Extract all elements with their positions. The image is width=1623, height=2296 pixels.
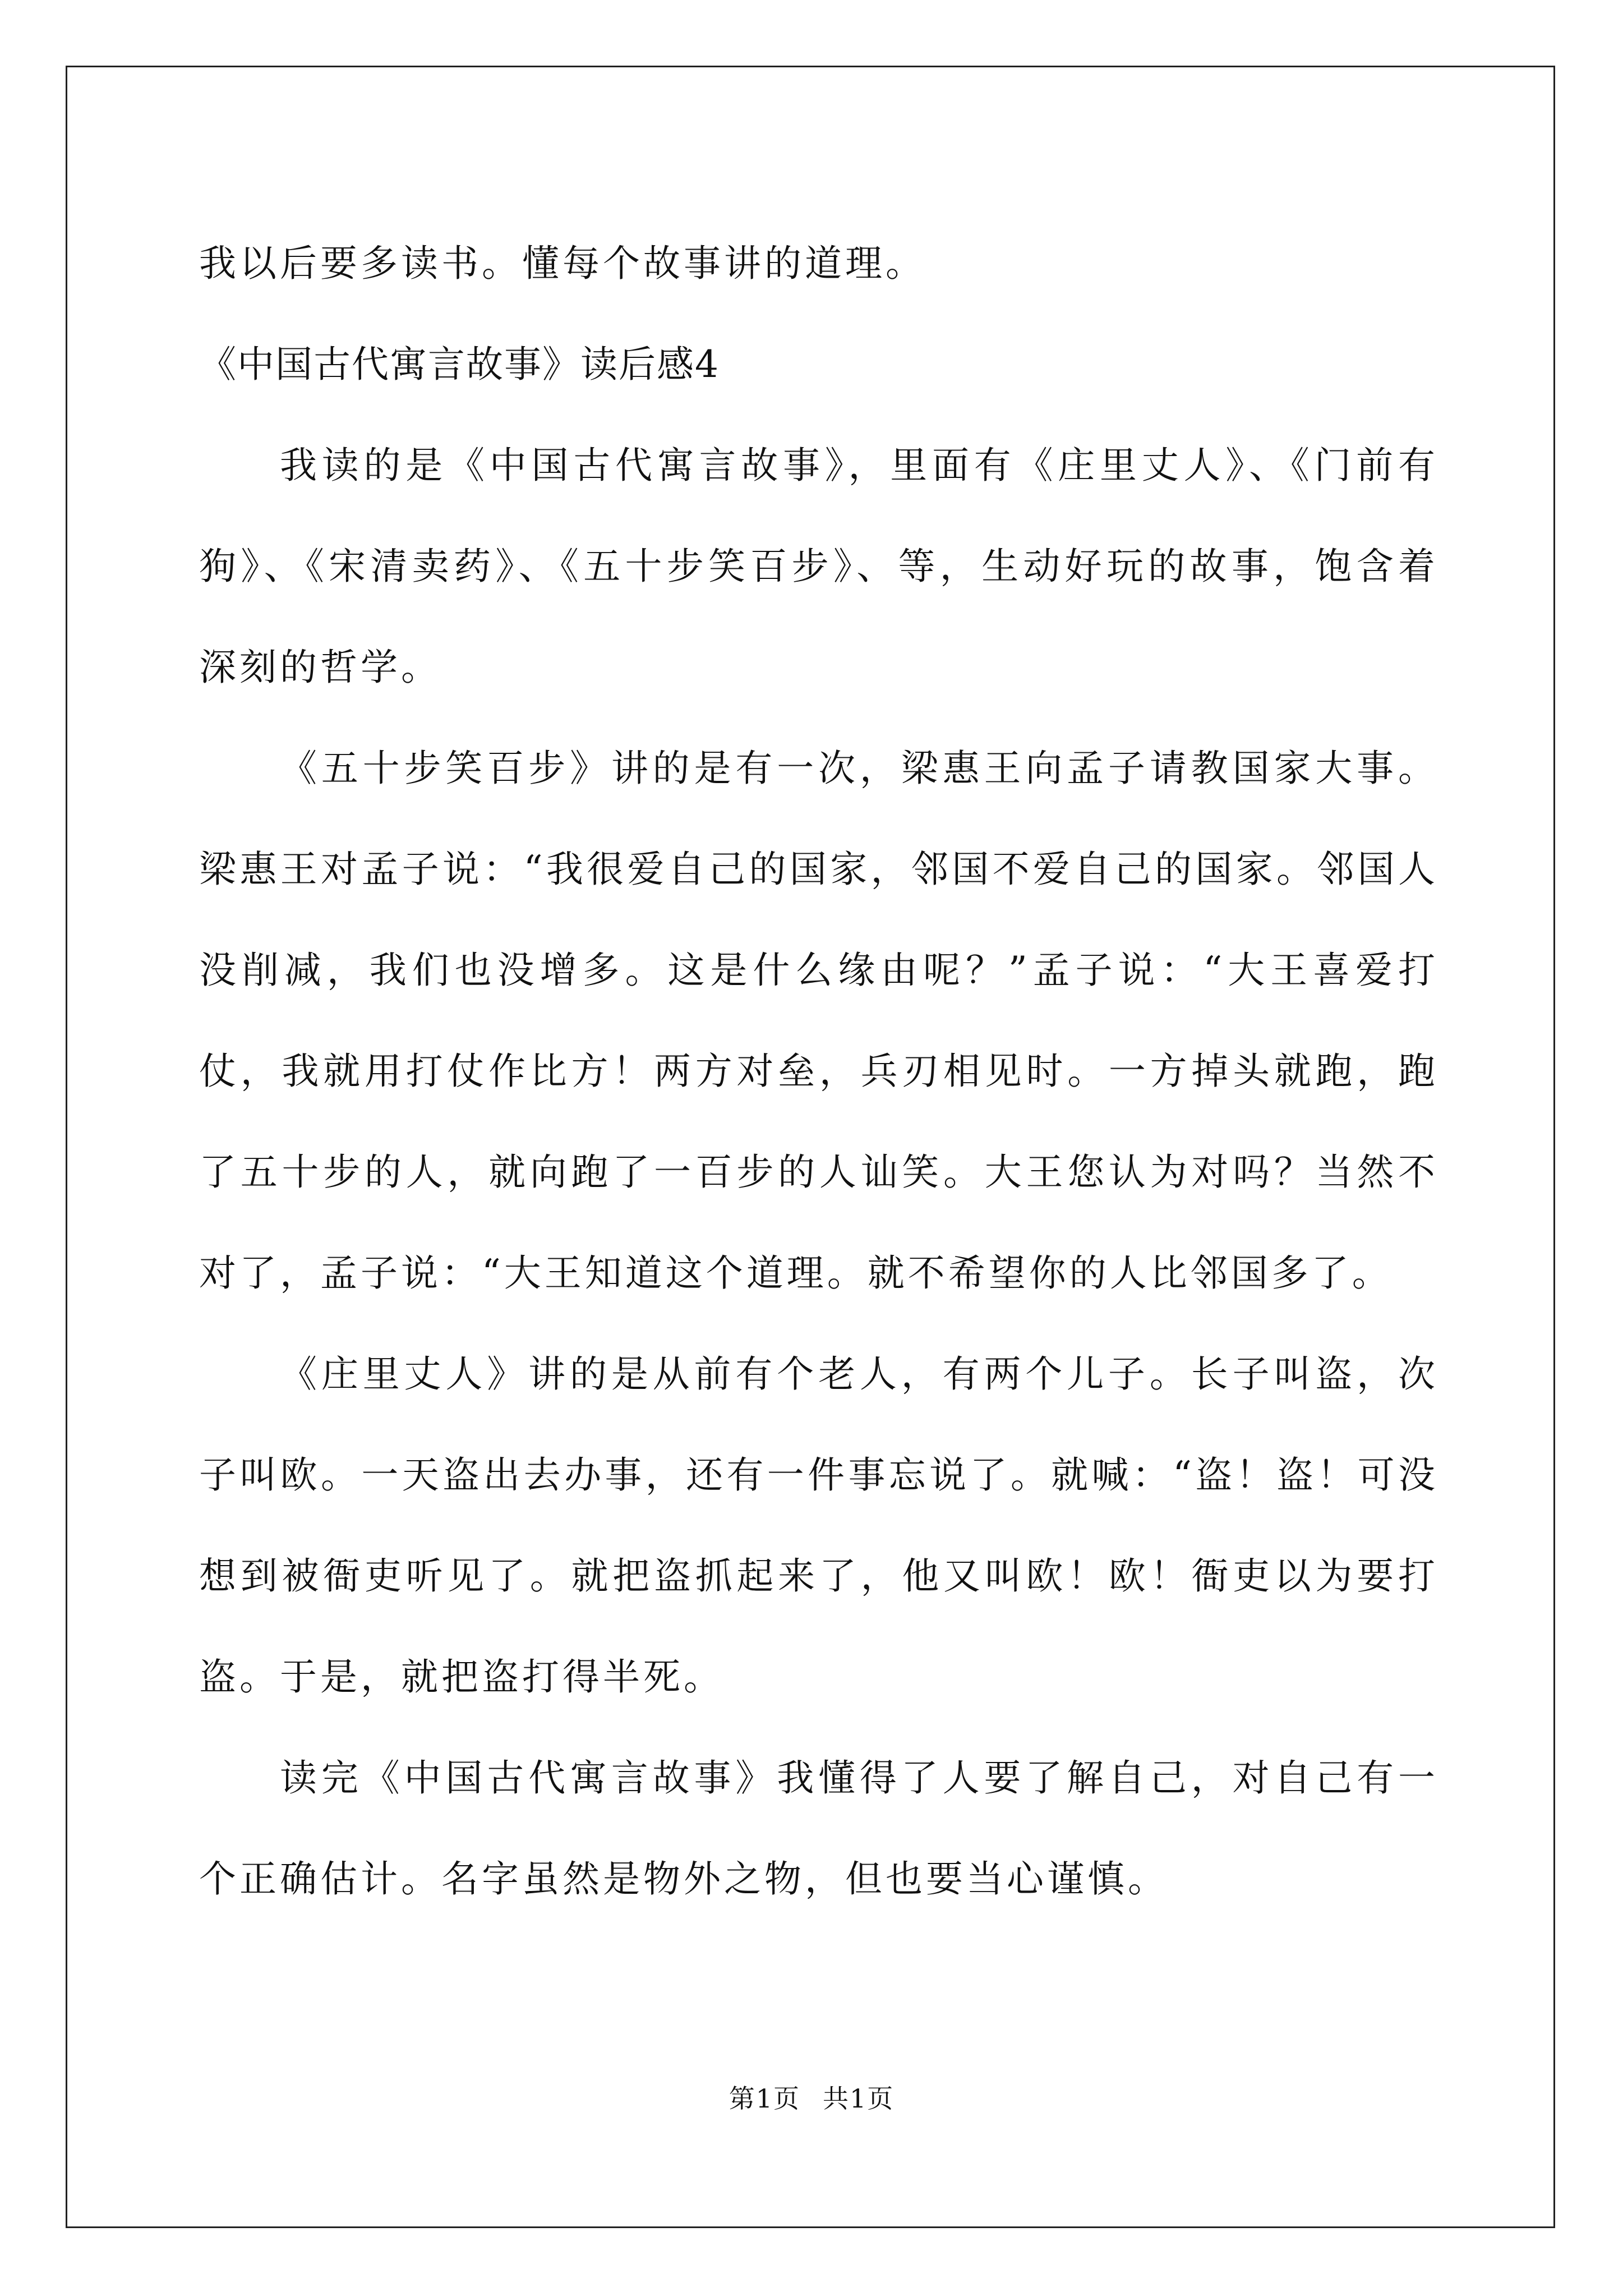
- paragraph-conclusion: 读完《中国古代寓言故事》我懂得了人要了解自己，对自己有一个正确估计。名字虽然是物外之物，但也要当心谨慎。: [199, 1756, 1438, 1901]
- paragraph-closing-line: 我以后要多读书。懂每个故事讲的道理。: [199, 242, 926, 285]
- section-title: 《中国古代寓言故事》读后感4: [199, 343, 720, 386]
- page-number: 第1页: [728, 2083, 800, 2114]
- paragraph-village-elder: 《庄里丈人》讲的是从前有个老人，有两个儿子。长子叫盗，次子叫欧。一天盗出去办事，还有一件事忘说了。就喊：“盗！盗！可没想到被衙吏听见了。就把盗抓起来了，他又叫欧！欧！衙吏以为要打盗。于是，就把盗打得半死。: [199, 1352, 1438, 1699]
- page-total: 共1页: [823, 2083, 895, 2114]
- paragraph-fifty-steps: 《五十步笑百步》讲的是有一次，梁惠王向孟子请教国家大事。梁惠王对孟子说：“我很爱自己的国家，邻国不爱自己的国家。邻国人没削减，我们也没增多。这是什么缘由呢？”孟子说：“大王喜爱打仗，我就用打仗作比方！两方对垒，兵刃相见时。一方掉头就跑，跑了五十步的人，就向跑了一百步的人讪笑。大王您认为对吗？当然不对了，孟子说：“大王知道这个道理。就不希望你的人比邻国多了。: [199, 747, 1438, 1295]
- document-body: [199, 213, 1438, 1930]
- paragraph-intro: 我读的是《中国古代寓言故事》，里面有《庄里丈人》、《门前有狗》、《宋清卖药》、《五十步笑百步》、等，生动好玩的故事，饱含着深刻的哲学。: [199, 444, 1438, 689]
- page-footer: [0, 2078, 1623, 2115]
